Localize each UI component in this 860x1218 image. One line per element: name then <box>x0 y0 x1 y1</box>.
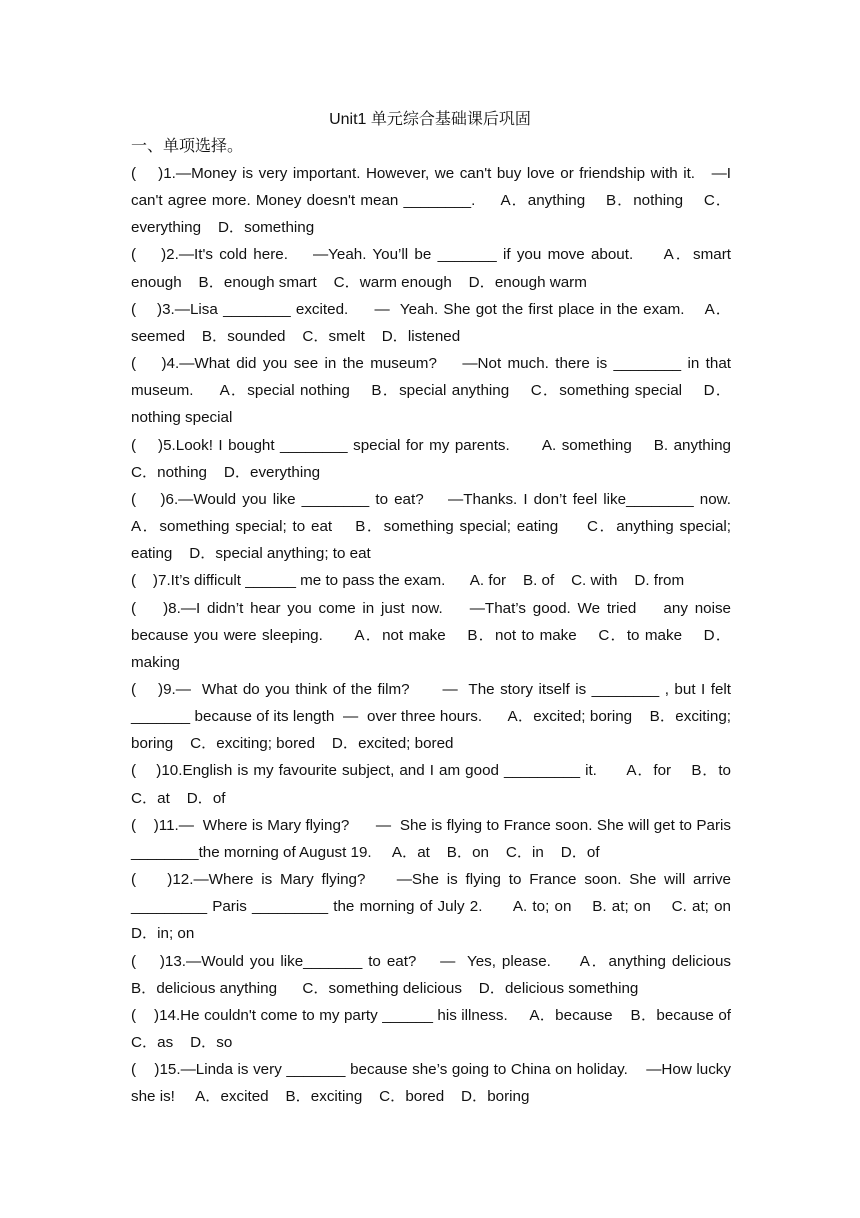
page-title: Unit1 单元综合基础课后巩固 <box>329 111 531 128</box>
question-text: ( )15.—Linda is very _______ because she’s going to China on holiday. —How lucky she is! A．excited B．exciting C．bored D．boring <box>131 1061 736 1106</box>
question-8 <box>131 595 736 676</box>
question-text: ( )3.—Lisa ________ excited. — Yeah. She got the first place in the exam. A．seemed B．sounded C．smelt D．listened <box>131 300 731 345</box>
question-11 <box>131 812 736 866</box>
question-text: ( )1.—Money is very important. However, we can't buy love or friendship with it. —I can't agree more. Money doesn't mean ________. A．anything B．nothing C．everything D．something <box>131 165 736 237</box>
question-3 <box>131 296 731 350</box>
section-heading: 一、单项选择。 <box>131 138 244 155</box>
question-text: ( )12.—Where is Mary flying? —She is flying to France soon. She will arrive _________ Paris _________ the morning of July 2. A. to; on B. at; on C. at; on D．in; on <box>131 871 748 943</box>
question-text: ( )9.— What do you think of the film? — The story itself is ________ , but I felt _______ because of its length — over three hours. A．excited; boring B．exciting; boring C．exciting; bored D．excited; bored <box>131 680 736 753</box>
question-14 <box>131 1002 748 1056</box>
question-4 <box>131 350 736 431</box>
question-9 <box>131 676 736 757</box>
question-text: ( )10.English is my favourite subject, and I am good _________ it. A．for B．to C．at D．of <box>131 762 748 807</box>
question-text: ( )4.—What did you see in the museum? —Not much. there is ________ in that museum. A．special nothing B．special anything C．something special D．nothing special <box>131 355 736 427</box>
question-5 <box>131 432 748 486</box>
question-text: ( )5.Look! I bought ________ special for my parents. A. something B. anything C．nothing D．everything <box>131 436 748 481</box>
question-text: ( )14.He couldn't come to my party ______ his illness. A．because B．because of C．as D．so <box>131 1006 748 1051</box>
question-text: ( )6.—Would you like ________ to eat? —Thanks. I don’t feel like________ now. A．something special; to eat B．something special; eating C．anything special; eating D．special anything; to eat <box>131 490 748 563</box>
question-12 <box>131 866 748 947</box>
question-text: ( )11.— Where is Mary flying? — She is flying to France soon. She will get to Paris ________the morning of August 19. A．at B．on C．in D．of <box>131 816 736 861</box>
question-text: ( )2.—It's cold here. —Yeah. You’ll be _______ if you move about. A．smart enough B．enough smart C．warm enough D．enough warm <box>131 246 736 291</box>
question-1 <box>131 160 736 241</box>
question-list <box>131 160 748 1110</box>
question-text: ( )7.It’s difficult ______ me to pass the exam. A. for B. of C. with D. from <box>131 572 685 590</box>
question-text: ( )13.—Would you like_______ to eat? — Yes, please. A．anything delicious B．delicious anything C．something delicious D．delicious something <box>131 952 748 997</box>
question-6 <box>131 486 748 567</box>
question-7 <box>131 567 731 594</box>
question-13 <box>131 948 748 1002</box>
question-text: ( )8.—I didn’t hear you come in just now. —That’s good. We tried any noise because you were sleeping. A．not make B．not to make C．to make D．making <box>131 599 736 671</box>
question-10 <box>131 757 748 811</box>
question-15 <box>131 1056 736 1110</box>
question-2 <box>131 241 736 295</box>
